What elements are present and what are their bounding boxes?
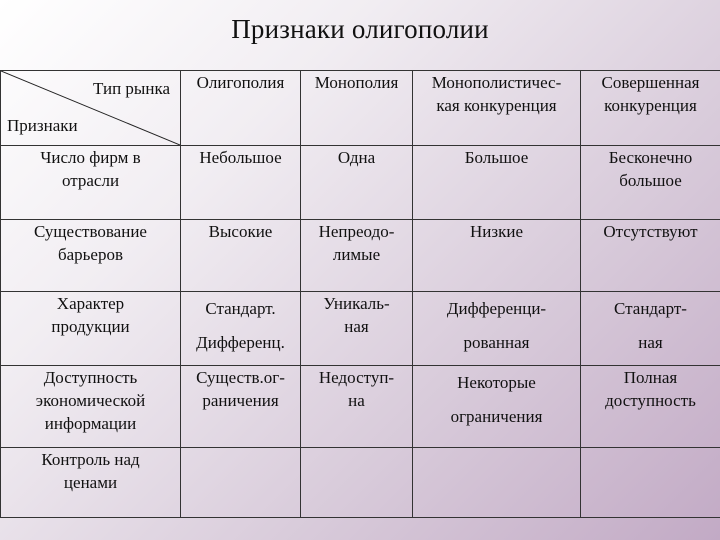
- column-header-monopolistic: Монополистичес- кая конкуренция: [413, 71, 581, 146]
- table-cell: [181, 448, 301, 518]
- table-cell: Бесконечно большое: [581, 146, 720, 220]
- table-cell: Небольшое: [181, 146, 301, 220]
- table-row: [1, 146, 720, 220]
- table-cell: Непреодо- лимые: [301, 220, 413, 292]
- column-header-oligopoly: Олигополия: [181, 71, 301, 146]
- features-label: Признаки: [7, 116, 78, 135]
- table-row: [1, 366, 720, 448]
- row-feature-label: Доступность экономической информации: [1, 366, 181, 448]
- table-cell: Большое: [413, 146, 581, 220]
- table-cell: Высокие: [181, 220, 301, 292]
- row-feature-label: Характер продукции: [1, 292, 181, 366]
- table-cell: Одна: [301, 146, 413, 220]
- table-cell: Стандарт. Дифференц.: [181, 292, 301, 366]
- table-cell: Стандарт- ная: [581, 292, 720, 366]
- table-row: [1, 220, 720, 292]
- table-cell: [413, 448, 581, 518]
- table-header-row: [1, 71, 720, 146]
- comparison-table: [0, 70, 720, 518]
- table-cell: Уникаль- ная: [301, 292, 413, 366]
- table-cell: Некоторые ограничения: [413, 366, 581, 448]
- table-cell: Недоступ- на: [301, 366, 413, 448]
- market-type-label: Тип рынка: [93, 79, 170, 98]
- header-diagonal-cell: [1, 71, 181, 146]
- table-cell: Дифференци- рованная: [413, 292, 581, 366]
- table-row: [1, 292, 720, 366]
- row-feature-label: Контроль над ценами: [1, 448, 181, 518]
- column-header-monopoly: Монополия: [301, 71, 413, 146]
- table-cell: Существ.ог- раничения: [181, 366, 301, 448]
- row-feature-label: Существование барьеров: [1, 220, 181, 292]
- slide-title: Признаки олигополии: [231, 14, 489, 44]
- table-cell: Отсутствуют: [581, 220, 720, 292]
- column-header-perfect: Совершенная конкуренция: [581, 71, 720, 146]
- table-cell: Низкие: [413, 220, 581, 292]
- table-cell: [301, 448, 413, 518]
- row-feature-label: Число фирм в отрасли: [1, 146, 181, 220]
- table-cell: Полная доступность: [581, 366, 720, 448]
- table-cell: [581, 448, 720, 518]
- table-row: [1, 448, 720, 518]
